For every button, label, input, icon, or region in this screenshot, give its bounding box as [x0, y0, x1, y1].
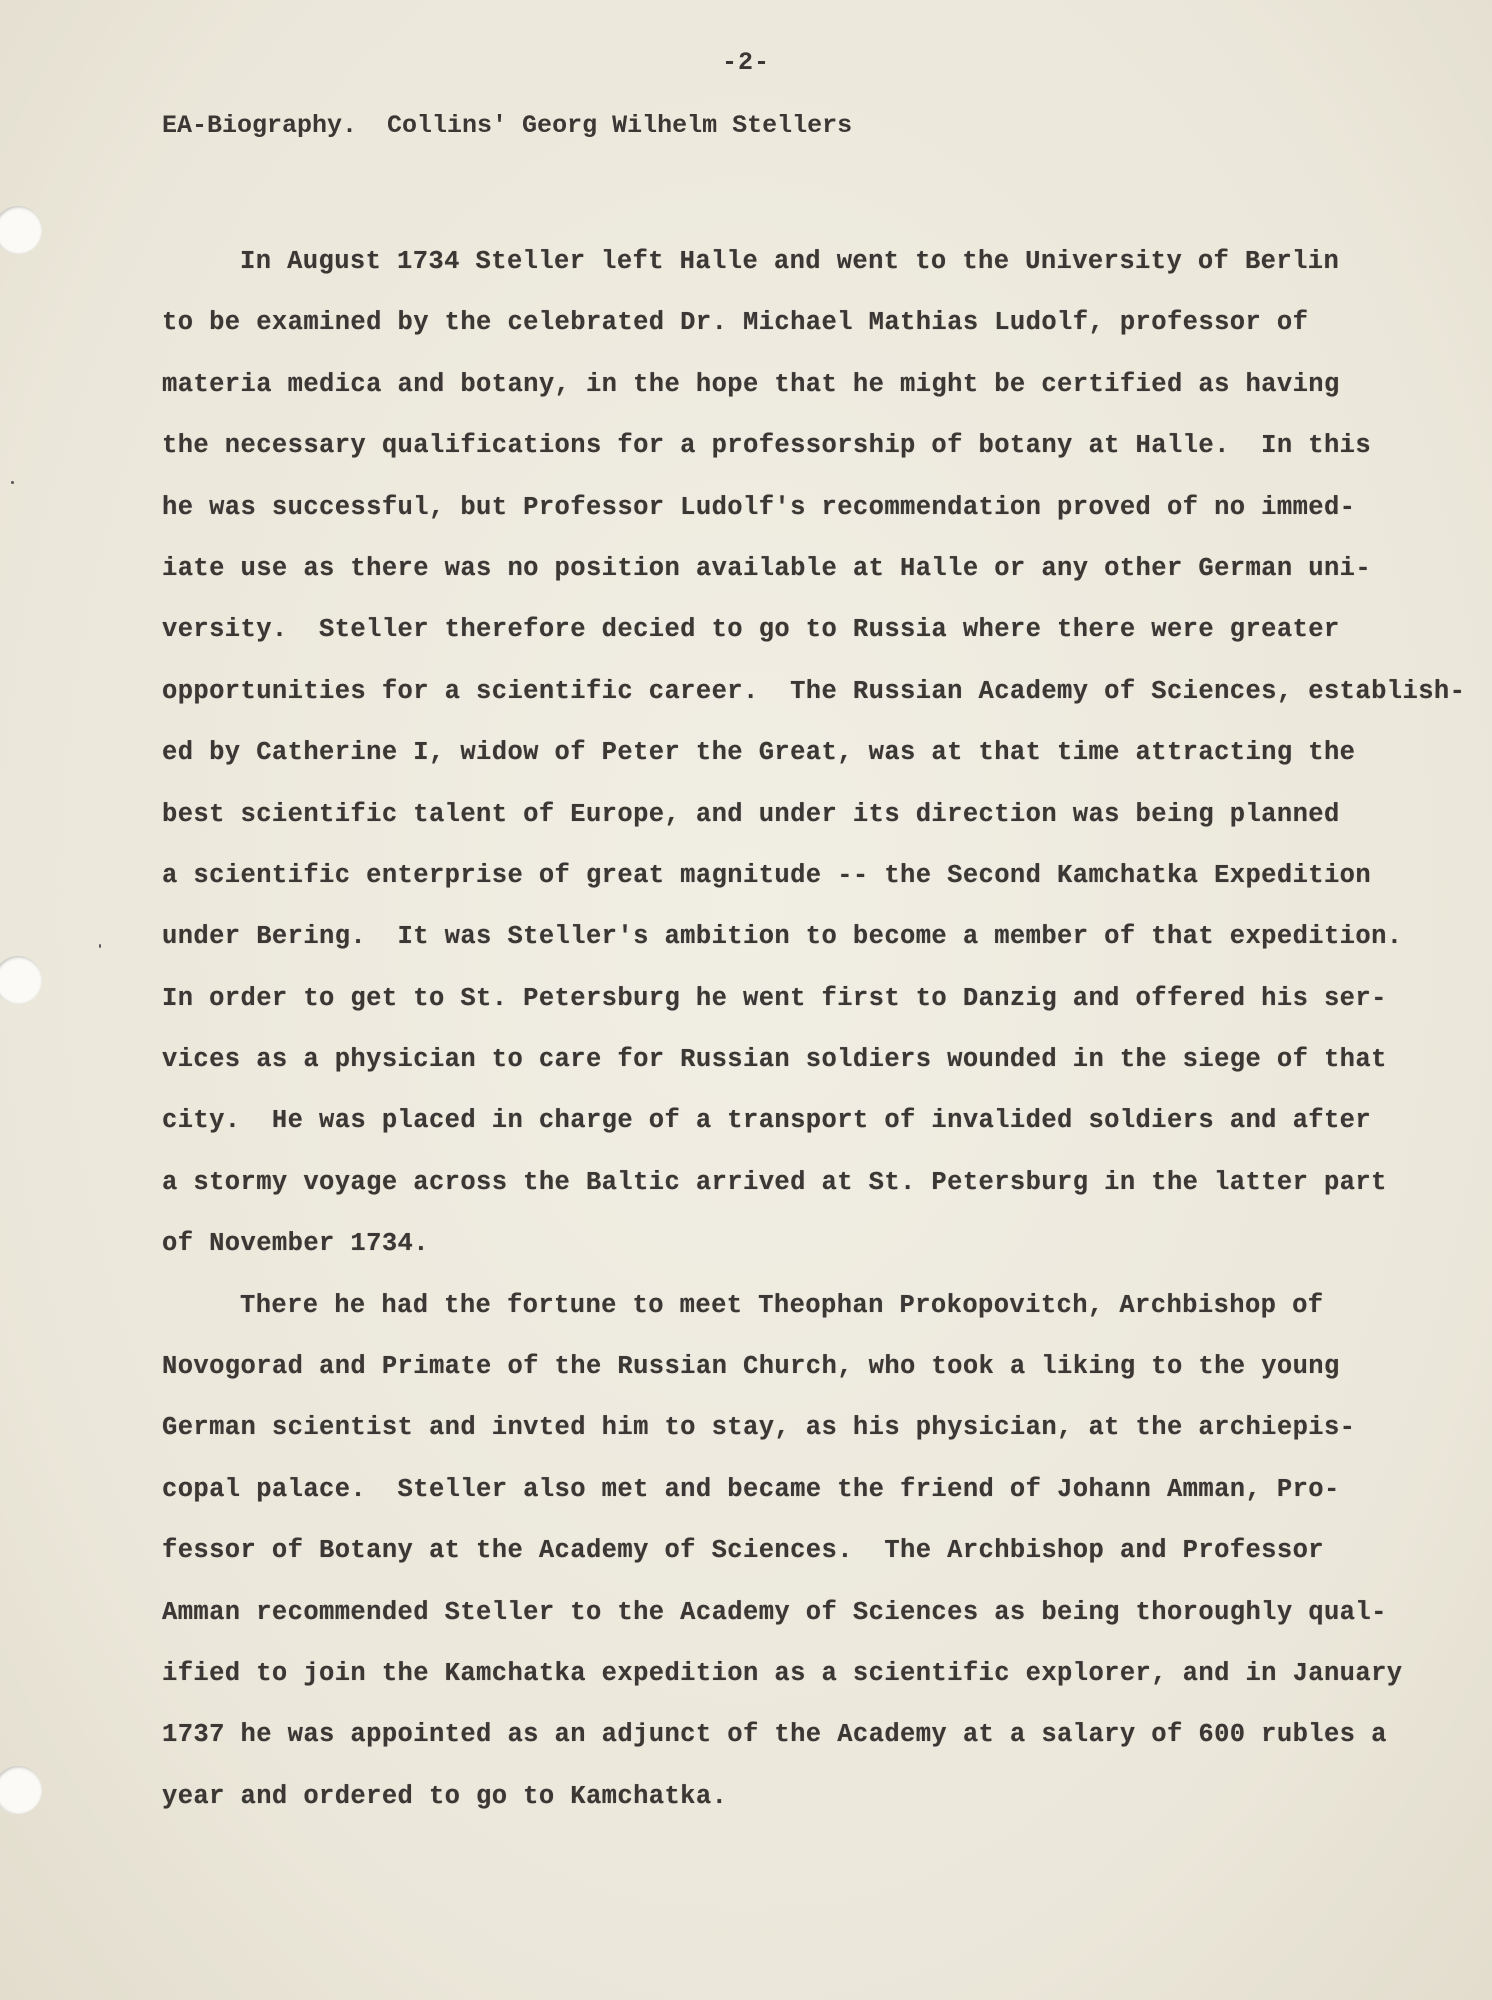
paragraph-container [162, 231, 1466, 1827]
text-line: of November 1734. [162, 1229, 429, 1259]
text-line: a scientific enterprise of great magnitude -- the Second Kamchatka Expedition [162, 860, 1372, 890]
page-number: -2- [721, 48, 770, 77]
text-line: opportunities for a scientific career. The Russian Academy of Sciences, establish- [162, 676, 1466, 706]
punch-hole-bottom [0, 1766, 42, 1814]
text-line: ed by Catherine I, widow of Peter the Great, was at that time attracting the [162, 738, 1356, 768]
text-line: he was successful, but Professor Ludolf's recommendation proved of no immed- [162, 492, 1356, 522]
text-line: best scientific talent of Europe, and under its direction was being planned [162, 799, 1340, 829]
ink-speck [11, 481, 14, 484]
text-line: vices as a physician to care for Russian soldiers wounded in the siege of that [162, 1045, 1387, 1075]
paragraph [162, 1275, 1462, 1828]
text-line: to be examined by the celebrated Dr. Michael Mathias Ludolf, professor of [162, 308, 1309, 338]
paragraph [162, 231, 1466, 1275]
text-line: There he had the fortune to meet Theophan Prokopovitch, Archbishop of [240, 1290, 1324, 1320]
text-line: versity. Steller therefore decied to go to Russia where there were greater [162, 615, 1340, 645]
document-header: EA-Biography. Collins' Georg Wilhelm Stellers [162, 111, 853, 140]
punch-hole-top [0, 206, 42, 254]
text-line: fessor of Botany at the Academy of Sciences. The Archbishop and Professor [162, 1536, 1324, 1566]
text-line: Amman recommended Steller to the Academy of Sciences as being thoroughly qual- [162, 1597, 1387, 1627]
text-line: the necessary qualifications for a professorship of botany at Halle. In this [162, 431, 1372, 461]
text-line: materia medica and botany, in the hope that he might be certified as having [162, 369, 1340, 399]
text-line: under Bering. It was Steller's ambition to become a member of that expedition. [162, 922, 1403, 952]
ink-speck [99, 944, 101, 948]
text-line: copal palace. Steller also met and became the friend of Johann Amman, Pro- [162, 1474, 1340, 1504]
text-line: iate use as there was no position available at Halle or any other German uni- [162, 553, 1372, 583]
text-line: 1737 he was appointed as an adjunct of the Academy at a salary of 600 rubles a [162, 1720, 1387, 1750]
body-text [162, 231, 1466, 1827]
text-line: In order to get to St. Petersburg he went first to Danzig and offered his ser- [162, 983, 1387, 1013]
text-line: German scientist and invted him to stay, as his physician, at the archiepis- [162, 1413, 1356, 1443]
text-line: ified to join the Kamchatka expedition as a scientific explorer, and in January [162, 1658, 1403, 1688]
text-line: Novogorad and Primate of the Russian Church, who took a liking to the young [162, 1352, 1340, 1382]
text-line: year and ordered to go to Kamchatka. [162, 1781, 728, 1811]
text-line: a stormy voyage across the Baltic arrived at St. Petersburg in the latter part [162, 1167, 1387, 1197]
text-line: city. He was placed in charge of a transport of invalided soldiers and after [162, 1106, 1372, 1136]
punch-hole-middle [0, 956, 42, 1004]
text-line: In August 1734 Steller left Halle and went to the University of Berlin [240, 247, 1340, 276]
